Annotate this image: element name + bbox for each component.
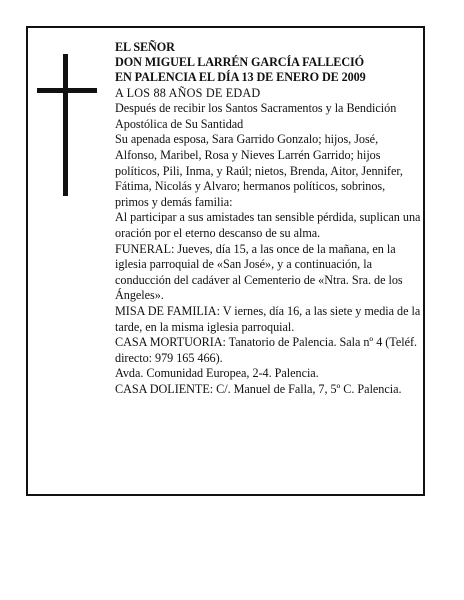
deceased-heading-line-3: EN PALENCIA EL DÍA 13 DE ENERO DE 2009 xyxy=(115,70,366,85)
funeral-home-paragraph: CASA MORTUORIA: Tanatorio de Palencia. Sala nº 4 (Teléf. directo: 979 165 466). xyxy=(115,335,418,365)
cross-horizontal-bar xyxy=(37,88,97,93)
funeral-home-address: Avda. Comunidad Europea, 2-4. Palencia. xyxy=(115,366,319,381)
age-line: A LOS 88 AÑOS DE EDAD xyxy=(115,85,261,100)
latin-cross-icon xyxy=(37,54,97,196)
deceased-heading-line-1: EL SEÑOR xyxy=(115,40,175,54)
mourning-house-paragraph: CASA DOLIENTE: C/. Manuel de Falla, 7, 5º C. Palencia. xyxy=(115,381,402,396)
family-paragraph: Su apenada esposa, Sara Garrido Gonzalo; hijos, José, Alfonso, Maribel, Rosa y Nieves Larrén Garrido; hijos políticos, Pili, Inma, y Raúl; nietos, Brenda, Aitor, Jennifer, Fátima, Nicolás y Alvaro; hermanos políticos, sobrinos, primos y demás familia: xyxy=(115,132,403,209)
obituary-text xyxy=(115,40,421,397)
family-mass-paragraph: MISA DE FAMILIA: V iernes, día 16, a las siete y media de la tarde, en la misma iglesia parroquial. xyxy=(115,303,421,334)
prayer-request-paragraph: Al participar a sus amistades tan sensible pérdida, suplican una oración por el eterno descanso de su alma. xyxy=(115,210,421,240)
sacraments-paragraph: Después de recibir los Santos Sacramentos y la Bendición Apostólica de Su Santidad xyxy=(115,101,397,131)
cross-vertical-bar xyxy=(63,54,68,196)
funeral-paragraph: FUNERAL: Jueves, día 15, a las once de la mañana, en la iglesia parroquial de «San José», y a continuación, la conducción del cadáver al Cementerio de «Ntra. Sra. de los Ángeles». xyxy=(115,241,403,303)
deceased-heading-line-2: DON MIGUEL LARRÉN GARCÍA FALLECIÓ xyxy=(115,55,365,70)
